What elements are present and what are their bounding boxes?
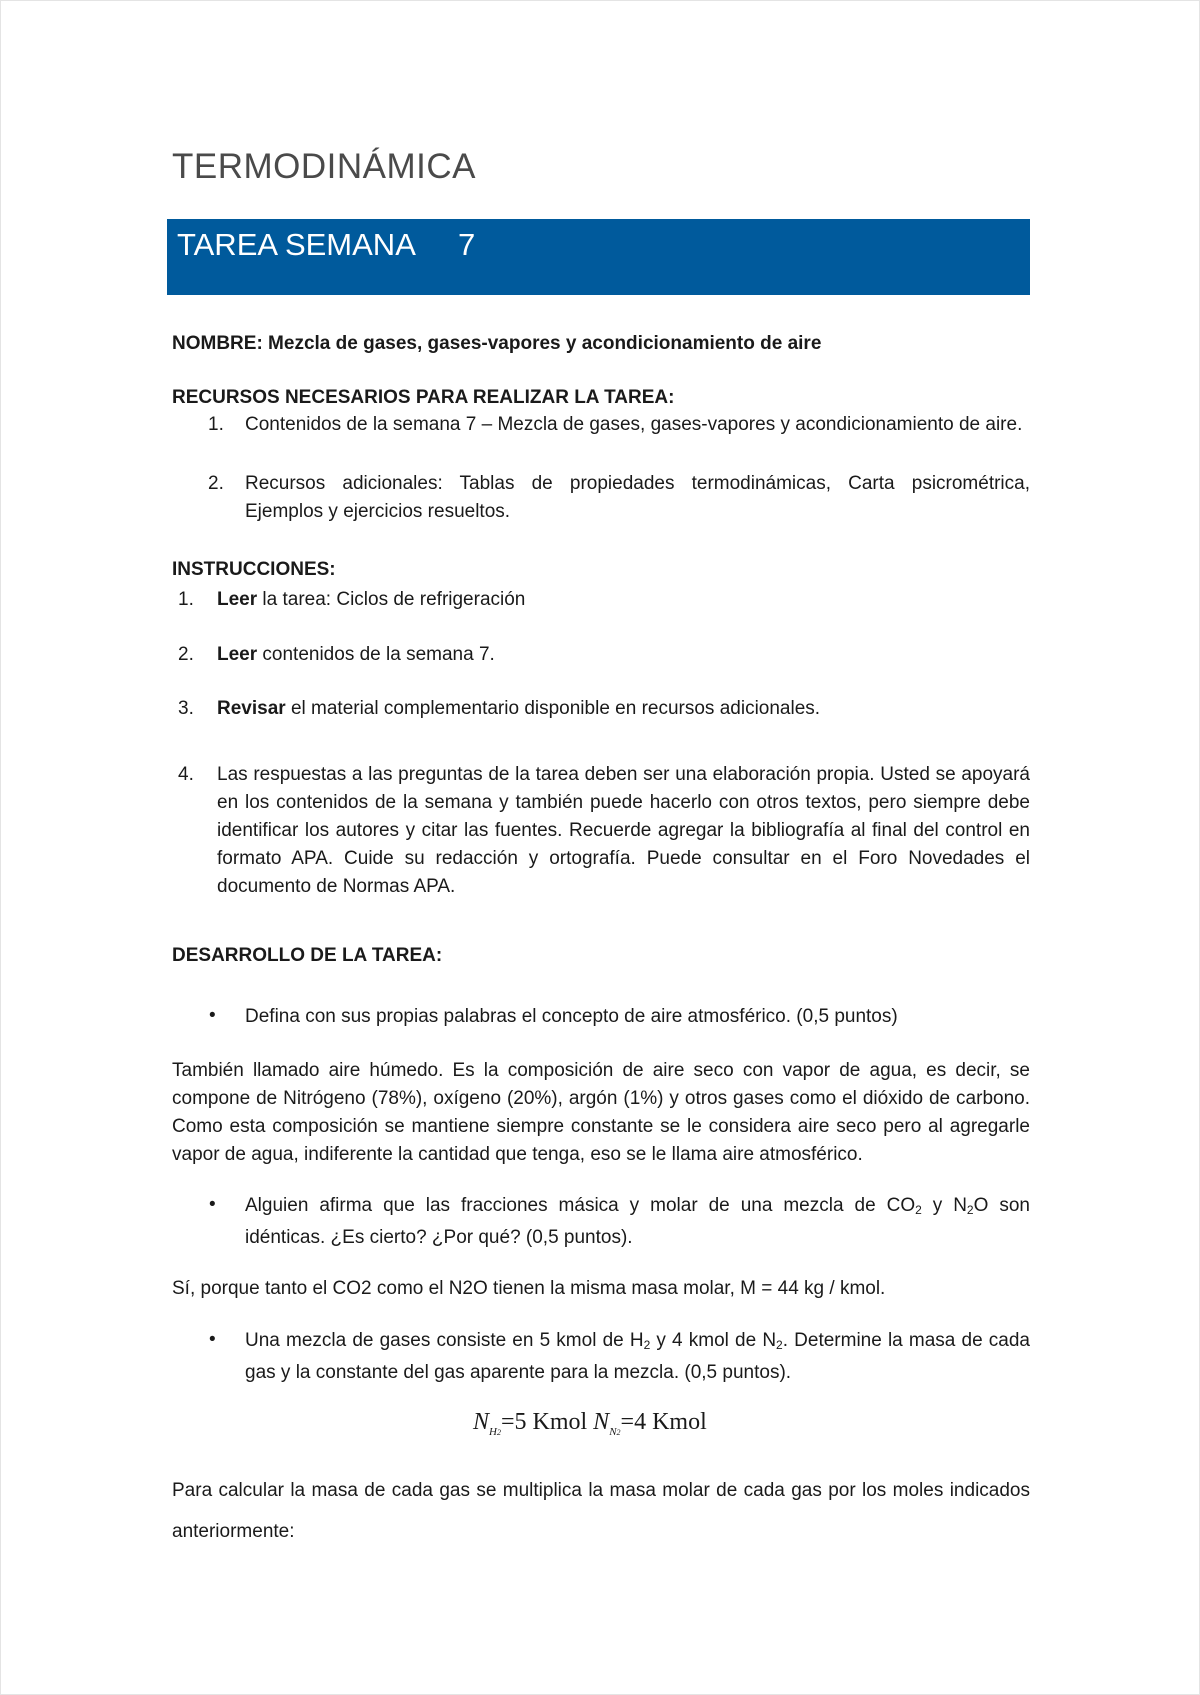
formula-subscript-letter: H (489, 1426, 497, 1438)
week-banner (167, 219, 1030, 295)
instruction-rest: el material complementario disponible en recursos adicionales. (285, 698, 821, 719)
instructions-heading: INSTRUCCIONES: (172, 559, 336, 580)
moles-formula (473, 1409, 707, 1438)
instruction-item-text (217, 641, 1030, 669)
instruction-item-number: 1. (178, 589, 194, 610)
instruction-item-text (217, 586, 1030, 614)
answer-2: Sí, porque tanto el CO2 como el N2O tienen la misma masa molar, M = 44 kg / kmol. (172, 1278, 886, 1299)
subscript: 2 (966, 1203, 974, 1217)
formula-subscript-digit: 2 (616, 1428, 621, 1437)
answer-3: Para calcular la masa de cada gas se multiplica la masa molar de cada gas por los moles indicados anteriormente: (172, 1480, 1030, 1542)
question-3-text: . Determine la masa de cada gas y la constante del gas aparente para la mezcla. (0,5 puntos). (245, 1330, 1030, 1383)
formula-symbol: N (593, 1409, 610, 1435)
resource-item-number: 1. (208, 414, 224, 435)
development-heading: DESARROLLO DE LA TAREA: (172, 945, 443, 966)
instruction-rest: contenidos de la semana 7. (257, 644, 495, 665)
formula-subscript (609, 1426, 620, 1438)
instruction-item-text: Las respuestas a las preguntas de la tarea deben ser una elaboración propia. Usted se apoyará en los contenidos de la semana y también puede hacerlo con otros textos, pero siempre debe identificar los autores y citar las fuentes. Recuerde agregar la bibliografía al final del control en formato APA. Cuide su redacción y ortografía. Puede consultar en el Foro Novedades el documento de Normas APA. (217, 764, 1030, 897)
question-3-text: y 4 kmol de N (650, 1330, 777, 1351)
banner-label: TAREA SEMANA (177, 227, 416, 262)
banner-number: 7 (458, 227, 476, 262)
question-3-text: Una mezcla de gases consiste en 5 kmol de H (245, 1330, 644, 1351)
resources-heading: RECURSOS NECESARIOS PARA REALIZAR LA TAREA: (172, 387, 675, 408)
question-2-text: O son idénticas. ¿Es cierto? ¿Por qué? (0,5 puntos). (245, 1195, 1030, 1248)
question-3 (245, 1327, 1030, 1387)
question-2 (245, 1192, 1030, 1252)
formula-symbol: N (473, 1409, 490, 1435)
formula-value: =5 Kmol (500, 1409, 588, 1435)
formula-subscript-digit: 2 (496, 1428, 501, 1437)
bullet-icon: • (209, 1005, 216, 1026)
resource-item-number: 2. (208, 473, 224, 494)
question-1: Defina con sus propias palabras el concepto de aire atmosférico. (0,5 puntos) (245, 1006, 898, 1027)
resource-item-text: Contenidos de la semana 7 – Mezcla de gases, gases-vapores y acondicionamiento de aire. (245, 414, 1023, 435)
subscript: 2 (643, 1338, 651, 1352)
subscript: 2 (915, 1203, 922, 1217)
question-2-text: y N (921, 1195, 967, 1216)
formula-subscript (489, 1426, 501, 1438)
instruction-verb: Revisar (217, 698, 286, 719)
instruction-item-text (217, 695, 1030, 723)
question-2-text: Alguien afirma que las fracciones másica y molar de una mezcla de CO (245, 1195, 916, 1216)
bullet-icon: • (209, 1194, 216, 1215)
instruction-item-number: 3. (178, 698, 194, 719)
formula-subscript-letter: N (609, 1426, 617, 1438)
answer-1: También llamado aire húmedo. Es la composición de aire seco con vapor de agua, es decir, se compone de Nitrógeno (78%), oxígeno (20%), argón (1%) y otros gases como el dióxido de carbono. Como esta composición se mantiene siempre constante se le considera aire seco pero al agregarle vapor de agua, indiferente la cantidad que tenga, eso se le llama aire atmosférico. (172, 1060, 1030, 1165)
instruction-item-number: 2. (178, 644, 194, 665)
subscript: 2 (776, 1338, 783, 1352)
resource-item-text: Recursos adicionales: Tablas de propiedades termodinámicas, Carta psicrométrica, Ejemplos y ejercicios resueltos. (245, 473, 1030, 522)
assignment-name: NOMBRE: Mezcla de gases, gases-vapores y acondicionamiento de aire (172, 333, 822, 354)
instruction-rest: la tarea: Ciclos de refrigeración (257, 589, 526, 610)
course-title: TERMODINÁMICA (172, 147, 476, 186)
instruction-verb: Leer (217, 589, 258, 610)
instruction-item-number: 4. (178, 764, 194, 785)
instruction-verb: Leer (217, 644, 258, 665)
bullet-icon: • (209, 1329, 216, 1350)
formula-value: =4 Kmol (620, 1409, 707, 1435)
